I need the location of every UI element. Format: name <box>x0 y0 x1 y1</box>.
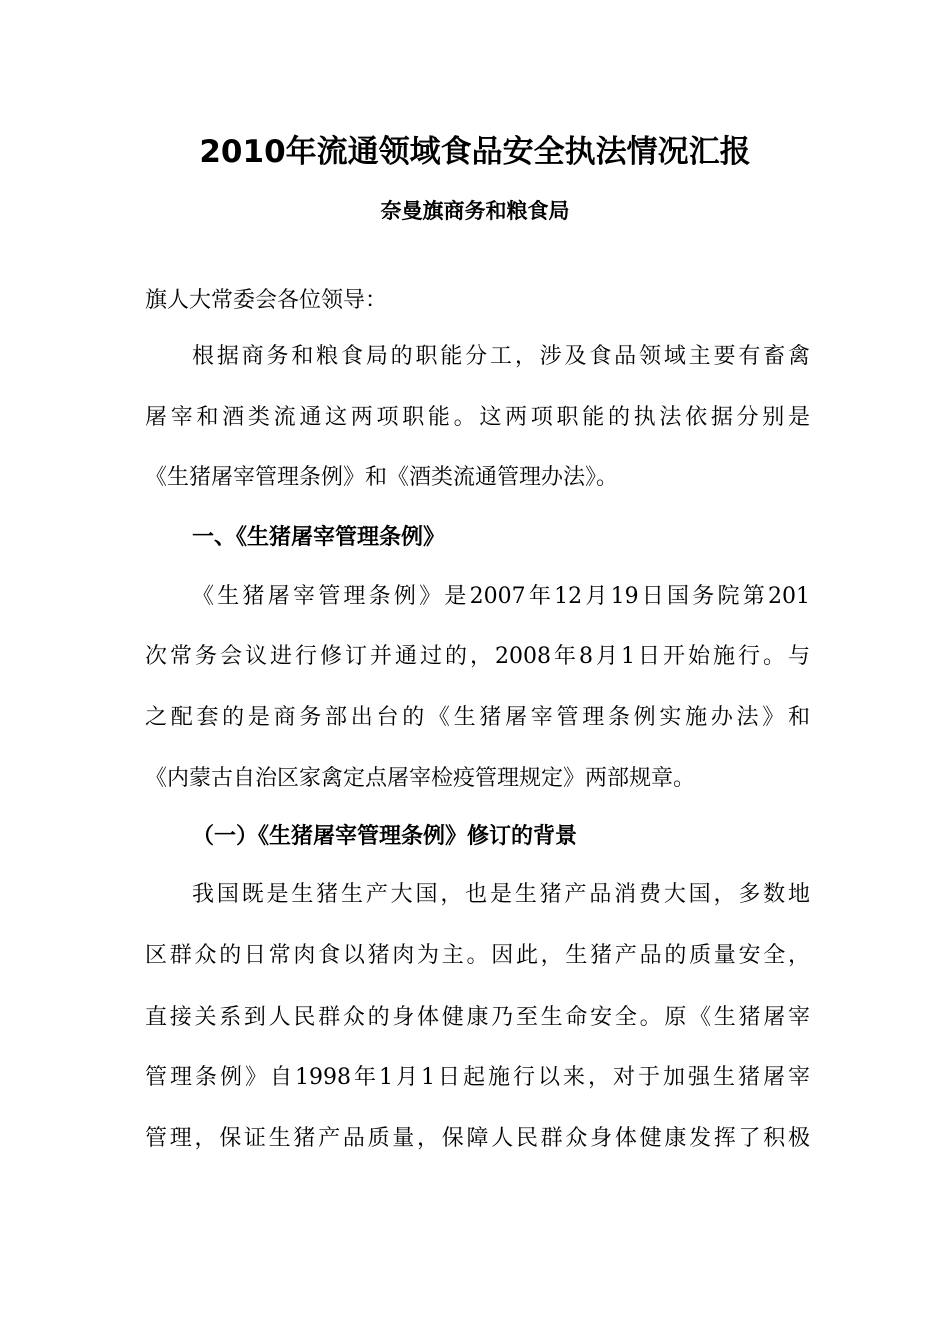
section-1-line-2: 次常务会议进行修订并通过的，2008年8月1日开始施行。与 <box>145 644 810 669</box>
subsection-1-heading: （一）《生猪屠宰管理条例》修订的背景 <box>192 824 578 849</box>
intro-line-2: 屠宰和酒类流通这两项职能。这两项职能的执法依据分别是 <box>145 405 810 430</box>
subsection-1-line-1: 我国既是生猪生产大国，也是生猪产品消费大国，多数地 <box>192 882 810 907</box>
section-1-line-1: 《生猪屠宰管理条例》是2007年12月19日国务院第201 <box>192 584 810 609</box>
section-1-heading: 一、《生猪屠宰管理条例》 <box>192 525 446 550</box>
subsection-1-line-4: 管理条例》自1998年1月1日起施行以来，对于加强生猪屠宰 <box>145 1065 810 1090</box>
subsection-1-line-3: 直接关系到人民群众的身体健康乃至生命安全。原《生猪屠宰 <box>145 1005 810 1030</box>
intro-line-1: 根据商务和粮食局的职能分工，涉及食品领域主要有畜禽 <box>192 344 810 369</box>
subsection-1-line-5: 管理，保证生猪产品质量，保障人民群众身体健康发挥了积极 <box>145 1126 810 1151</box>
intro-line-3: 《生猪屠宰管理条例》和《酒类流通管理办法》。 <box>145 465 619 490</box>
section-1-line-3: 之配套的是商务部出台的《生猪屠宰管理条例实施办法》和 <box>145 705 810 730</box>
subsection-1-line-2: 区群众的日常肉食以猪肉为主。因此，生猪产品的质量安全， <box>145 943 810 968</box>
salutation: 旗人大常委会各位领导： <box>145 288 388 313</box>
document-author: 奈曼旗商务和粮食局 <box>380 199 570 223</box>
section-1-line-4: 《内蒙古自治区家禽定点屠宰检疫管理规定》两部规章。 <box>145 766 696 791</box>
document-title: 2010年流通领域食品安全执法情况汇报 <box>199 134 751 170</box>
